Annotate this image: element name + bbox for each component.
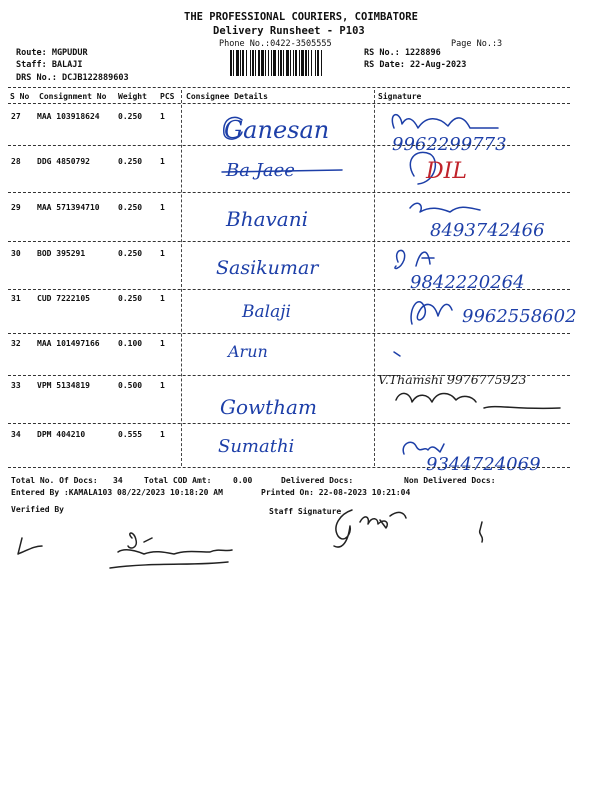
- delivered-docs: Delivered Docs:: [281, 476, 354, 485]
- consignee-name: Arun: [228, 342, 268, 361]
- non-delivered-docs: Non Delivered Docs:: [404, 476, 496, 485]
- consignee-handwriting: [182, 246, 372, 286]
- total-cod-label: Total COD Amt:: [144, 476, 212, 485]
- row-pcs: 1: [160, 203, 165, 212]
- col-weight: Weight: [118, 92, 147, 101]
- consignee-handwriting: [182, 150, 372, 186]
- runsheet-title: Delivery Runsheet - P103: [213, 25, 365, 37]
- row-divider: [8, 289, 570, 290]
- row-weight: 0.100: [118, 339, 143, 348]
- row-pcs: 1: [160, 112, 165, 121]
- signature-phone: 8493742466: [430, 220, 545, 241]
- consignee-handwriting: [182, 108, 372, 150]
- row-pcs: 1: [160, 339, 165, 348]
- rs-number: RS No.: 1228896: [364, 48, 441, 58]
- row-weight: 0.250: [118, 203, 143, 212]
- total-docs-value: 34: [113, 476, 123, 485]
- entered-by: Entered By :KAMALA103 08/22/2023 10:18:20 AM: [11, 488, 223, 497]
- company-name: THE PROFESSIONAL COURIERS, COIMBATORE: [184, 11, 418, 23]
- signature-handwriting: [400, 146, 520, 190]
- staff-signature: [320, 500, 520, 560]
- row-consignment: BOD 395291: [37, 249, 86, 258]
- col-pcs: PCS: [160, 92, 175, 101]
- signature-handwriting: [400, 196, 600, 242]
- consignee-name: Sasikumar: [216, 257, 319, 279]
- staff-signature-label: Staff Signature: [269, 507, 342, 516]
- row-sno: 28: [11, 157, 21, 166]
- row-consignment: CUD 7222105: [37, 294, 90, 303]
- printed-on: Printed On: 22-08-2023 10:21:04: [261, 488, 411, 497]
- consignee-handwriting: [182, 335, 372, 369]
- row-sno: 34: [11, 430, 21, 439]
- total-docs-label: Total No. Of Docs:: [11, 476, 98, 485]
- row-sno: 29: [11, 203, 21, 212]
- consignee-name: Bhavani: [226, 207, 309, 231]
- drs-number: DRS No.: DCJB122889603: [16, 73, 129, 83]
- row-pcs: 1: [160, 381, 165, 390]
- row-consignment: MAA 571394710: [37, 203, 100, 212]
- consignee-name: Ba Jaee: [226, 160, 295, 181]
- row-sno: 33: [11, 381, 21, 390]
- col-consignee: Consignee Details: [186, 92, 268, 101]
- row-consignment: MAA 103918624: [37, 112, 100, 121]
- table-bottom-rule: [8, 467, 570, 468]
- consignee-handwriting: [182, 198, 372, 238]
- signature-handwriting: [390, 242, 590, 292]
- col-sno: S No: [10, 92, 30, 101]
- staff-label: Staff: BALAJI: [16, 60, 83, 70]
- row-pcs: 1: [160, 294, 165, 303]
- signature-phone: 9842220264: [410, 272, 525, 293]
- verifier-signature: [14, 528, 274, 588]
- row-sno: 27: [11, 112, 21, 121]
- col-signature: Signature: [378, 92, 422, 101]
- consignee-name: Balaji: [242, 302, 291, 322]
- signature-phone: 9962299773: [392, 134, 507, 155]
- signature-phone: 9344724069: [426, 454, 541, 475]
- consignee-name: Sumathi: [218, 436, 295, 457]
- row-weight: 0.250: [118, 112, 143, 121]
- consignee-name: Ganesan: [224, 116, 330, 144]
- consignee-handwriting: [182, 428, 372, 464]
- row-sno: 30: [11, 249, 21, 258]
- row-sno: 32: [11, 339, 21, 348]
- phone-number: Phone No.:0422-3505555: [219, 39, 332, 49]
- col-consignment: Consignment No: [39, 92, 107, 101]
- signature-handwriting: [404, 292, 600, 334]
- row-consignment: DDG 4850792: [37, 157, 90, 166]
- verified-by-label: Verified By: [11, 505, 64, 514]
- row-pcs: 1: [160, 249, 165, 258]
- row-sno: 31: [11, 294, 21, 303]
- row-pcs: 1: [160, 157, 165, 166]
- consignee-name: Gowtham: [220, 395, 317, 419]
- row-weight: 0.500: [118, 381, 143, 390]
- signature-handwriting: [398, 424, 598, 476]
- total-cod-value: 0.00: [233, 476, 253, 485]
- column-divider: [374, 90, 375, 466]
- row-weight: 0.555: [118, 430, 143, 439]
- row-divider: [8, 192, 570, 193]
- row-pcs: 1: [160, 430, 165, 439]
- table-top-rule: [8, 87, 570, 88]
- row-divider: [8, 333, 570, 334]
- consignee-handwriting: [182, 293, 372, 329]
- route-label: Route: MGPUDUR: [16, 48, 88, 58]
- barcode: [230, 50, 356, 76]
- signature-initials: DIL: [426, 159, 467, 184]
- row-consignment: VPM 5134819: [37, 381, 90, 390]
- page-number: Page No.:3: [451, 39, 503, 49]
- row-weight: 0.250: [118, 249, 143, 258]
- row-consignment: MAA 101497166: [37, 339, 100, 348]
- signature-handwriting: [376, 368, 581, 418]
- signature-name-phone: V.Thamshi 9976775923: [378, 372, 527, 387]
- rs-date: RS Date: 22-Aug-2023: [364, 60, 467, 70]
- signature-phone: 9962558602: [462, 306, 577, 327]
- header-bottom-rule: [8, 103, 570, 104]
- consignee-handwriting: [182, 384, 372, 428]
- row-weight: 0.250: [118, 157, 143, 166]
- row-consignment: DPM 404210: [37, 430, 86, 439]
- row-weight: 0.250: [118, 294, 143, 303]
